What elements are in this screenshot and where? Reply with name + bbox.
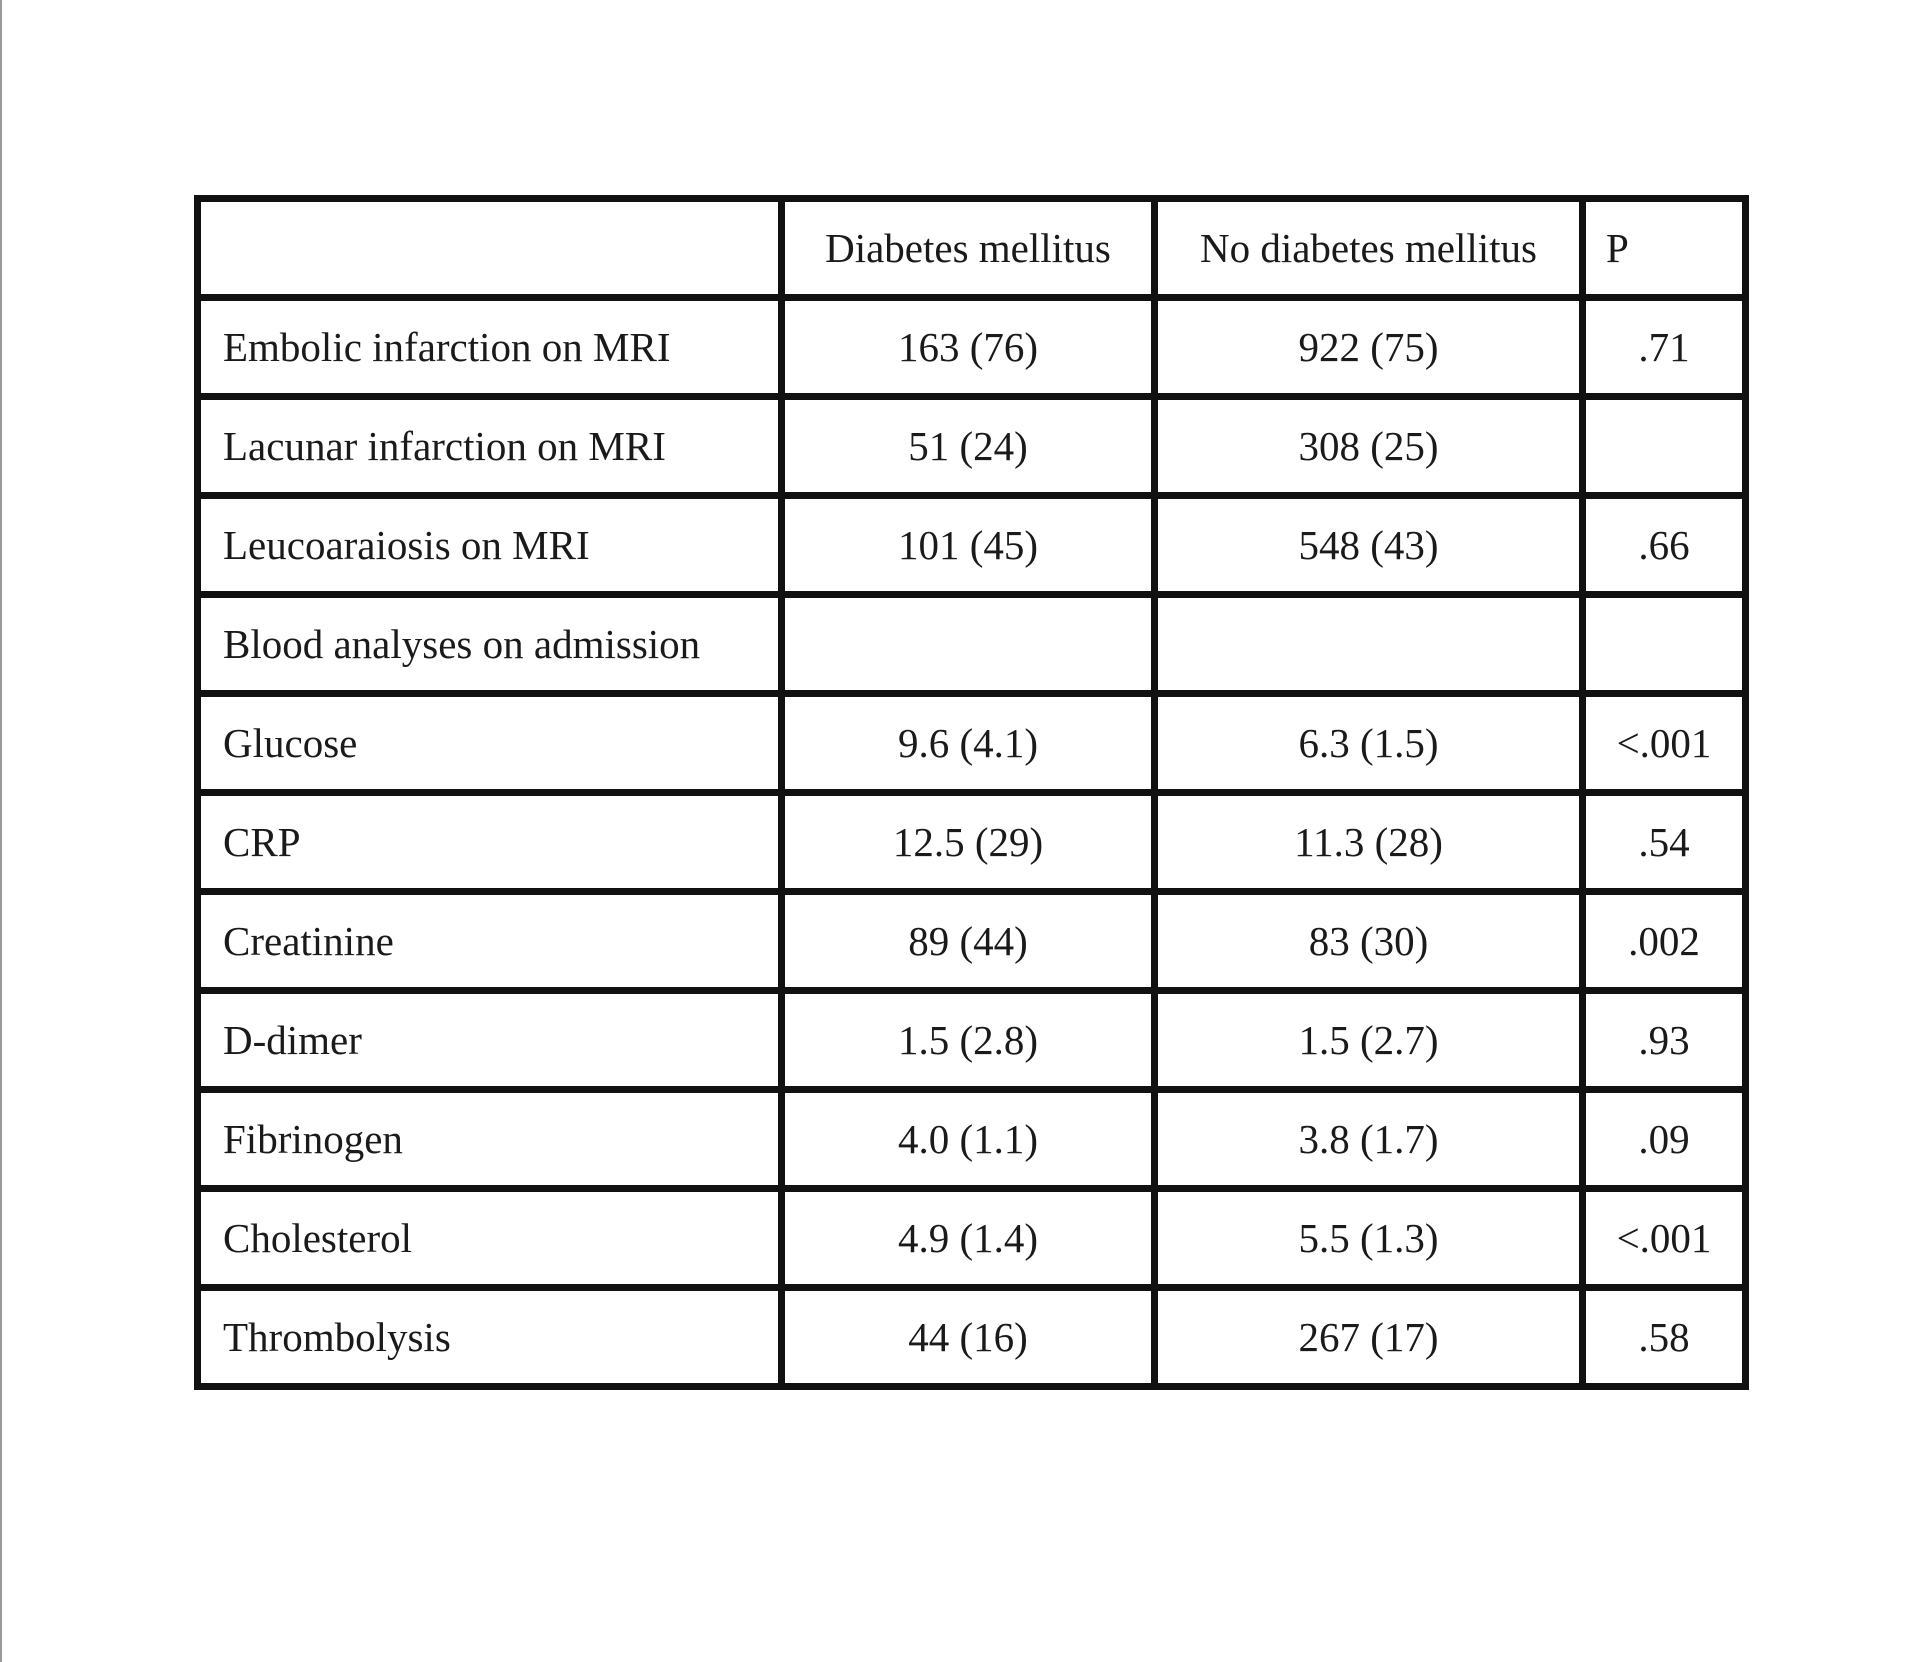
cell-p-value: .58 bbox=[1583, 1288, 1746, 1387]
cell-no-diabetes: 922 (75) bbox=[1155, 298, 1583, 397]
cell-no-diabetes: 3.8 (1.7) bbox=[1155, 1090, 1583, 1189]
cell-p-value bbox=[1583, 595, 1746, 694]
page-left-edge bbox=[0, 0, 2, 1662]
row-label: Fibrinogen bbox=[198, 1090, 782, 1189]
row-label: Leucoaraiosis on MRI bbox=[198, 496, 782, 595]
table-row bbox=[198, 397, 1746, 496]
table-row bbox=[198, 1288, 1746, 1387]
cell-p-value bbox=[1583, 397, 1746, 496]
cell-diabetes: 101 (45) bbox=[782, 496, 1155, 595]
cell-p-value: .71 bbox=[1583, 298, 1746, 397]
row-label: Blood analyses on admission bbox=[198, 595, 782, 694]
row-label: D-dimer bbox=[198, 991, 782, 1090]
cell-diabetes: 9.6 (4.1) bbox=[782, 694, 1155, 793]
cell-diabetes: 12.5 (29) bbox=[782, 793, 1155, 892]
row-label: Lacunar infarction on MRI bbox=[198, 397, 782, 496]
row-label: CRP bbox=[198, 793, 782, 892]
cell-diabetes: 51 (24) bbox=[782, 397, 1155, 496]
header-cell-no-diabetes: No diabetes mellitus bbox=[1155, 199, 1583, 298]
cell-no-diabetes: 308 (25) bbox=[1155, 397, 1583, 496]
header-cell-empty bbox=[198, 199, 782, 298]
cell-p-value: .09 bbox=[1583, 1090, 1746, 1189]
table-row bbox=[198, 991, 1746, 1090]
cell-diabetes: 4.0 (1.1) bbox=[782, 1090, 1155, 1189]
cell-p-value: .66 bbox=[1583, 496, 1746, 595]
table-row bbox=[198, 793, 1746, 892]
header-cell-diabetes: Diabetes mellitus bbox=[782, 199, 1155, 298]
row-label: Creatinine bbox=[198, 892, 782, 991]
cell-p-value: .002 bbox=[1583, 892, 1746, 991]
cell-no-diabetes: 5.5 (1.3) bbox=[1155, 1189, 1583, 1288]
cell-no-diabetes: 548 (43) bbox=[1155, 496, 1583, 595]
cell-diabetes: 89 (44) bbox=[782, 892, 1155, 991]
table-row bbox=[198, 595, 1746, 694]
row-label: Cholesterol bbox=[198, 1189, 782, 1288]
row-label: Embolic infarction on MRI bbox=[198, 298, 782, 397]
table-row bbox=[198, 1090, 1746, 1189]
cell-diabetes bbox=[782, 595, 1155, 694]
table-row bbox=[198, 694, 1746, 793]
table-container bbox=[194, 195, 1742, 1390]
cell-no-diabetes: 267 (17) bbox=[1155, 1288, 1583, 1387]
cell-no-diabetes: 11.3 (28) bbox=[1155, 793, 1583, 892]
table-header-row bbox=[198, 199, 1746, 298]
table-row bbox=[198, 1189, 1746, 1288]
cell-p-value: .93 bbox=[1583, 991, 1746, 1090]
cell-p-value: .54 bbox=[1583, 793, 1746, 892]
table-row bbox=[198, 298, 1746, 397]
cell-no-diabetes: 1.5 (2.7) bbox=[1155, 991, 1583, 1090]
cell-p-value: <.001 bbox=[1583, 694, 1746, 793]
cell-diabetes: 163 (76) bbox=[782, 298, 1155, 397]
data-table bbox=[194, 195, 1749, 1390]
table-row bbox=[198, 496, 1746, 595]
cell-no-diabetes: 6.3 (1.5) bbox=[1155, 694, 1583, 793]
table-row bbox=[198, 892, 1746, 991]
cell-no-diabetes bbox=[1155, 595, 1583, 694]
cell-no-diabetes: 83 (30) bbox=[1155, 892, 1583, 991]
cell-diabetes: 44 (16) bbox=[782, 1288, 1155, 1387]
row-label: Glucose bbox=[198, 694, 782, 793]
header-cell-p: P bbox=[1583, 199, 1746, 298]
cell-diabetes: 1.5 (2.8) bbox=[782, 991, 1155, 1090]
cell-diabetes: 4.9 (1.4) bbox=[782, 1189, 1155, 1288]
row-label: Thrombolysis bbox=[198, 1288, 782, 1387]
cell-p-value: <.001 bbox=[1583, 1189, 1746, 1288]
